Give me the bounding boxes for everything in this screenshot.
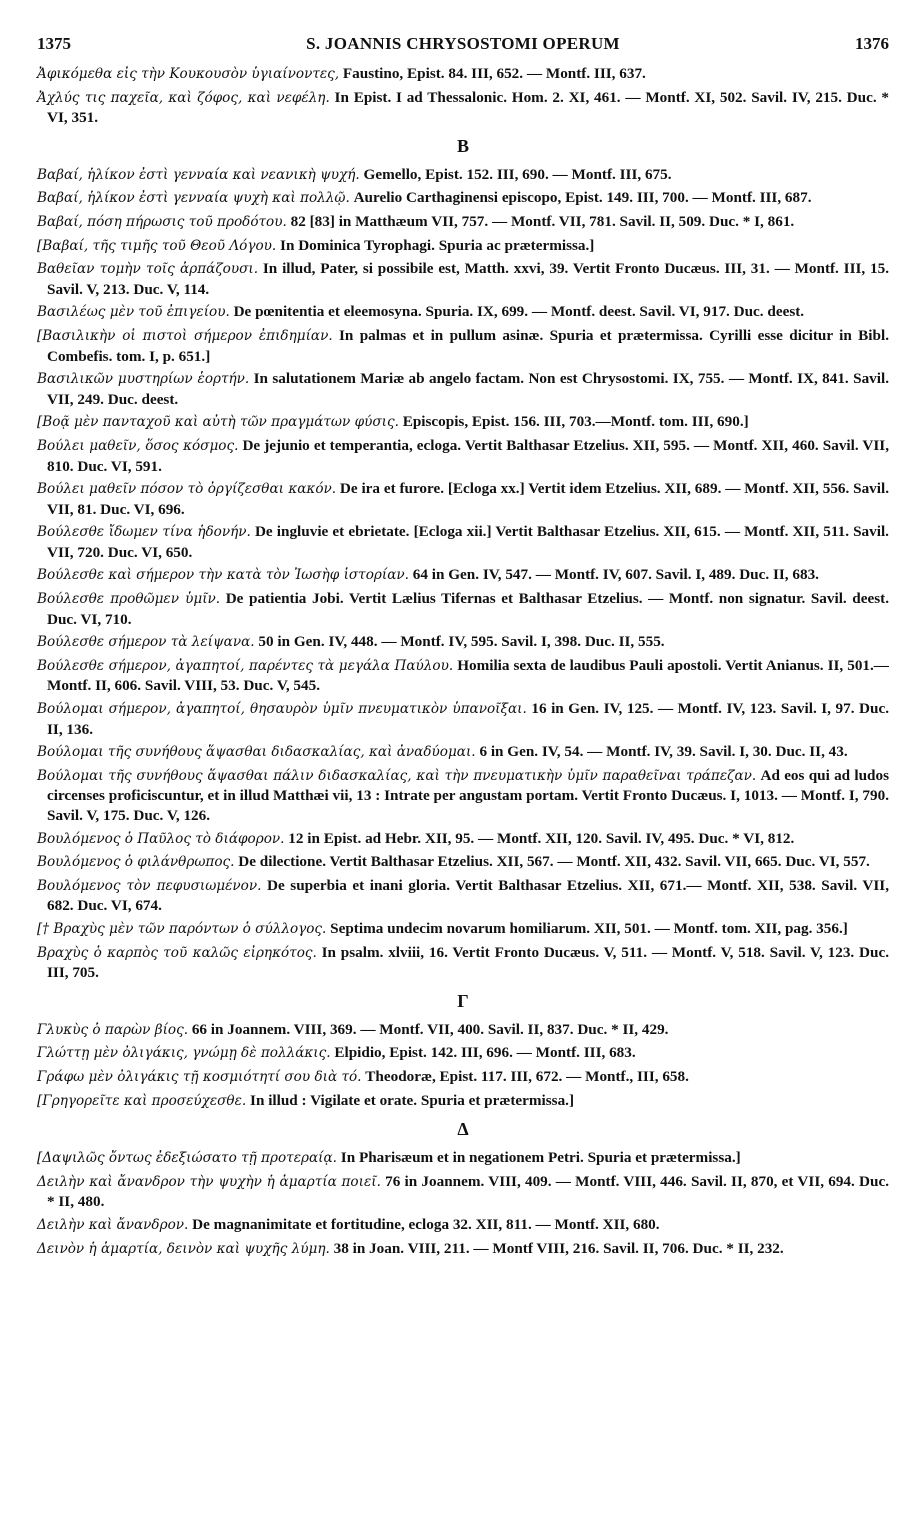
- latin-reference: In salutationem Mariæ ab angelo factam. Non est Chrysostomi. IX, 755. — Montf. IX, 841. Savil. VII, 249. Duc. deest.: [47, 370, 889, 408]
- index-entry: [37, 632, 889, 653]
- latin-reference: In palmas et in pullum asinæ. Spuria et prætermissa. Cyrilli esse dicitur in Bibl. Combefis. tom. I, p. 651.]: [47, 326, 889, 365]
- index-entry: [37, 236, 889, 257]
- latin-reference: Episcopis, Epist. 156. III, 703.—Montf. tom. III, 690.]: [398, 413, 749, 431]
- index-entry: [37, 188, 889, 209]
- greek-incipit: Βούλεσθε ἴδωμεν τίνα ἡδονήν.: [37, 524, 251, 541]
- latin-reference: Septima undecim novarum homiliarum. XII, 501. — Montf. tom. XII, pag. 356.]: [326, 919, 848, 937]
- index-entry: [37, 259, 889, 299]
- greek-incipit: [Βαβαί, τῆς τιμῆς τοῦ Θεοῦ Λόγου.: [37, 237, 277, 254]
- latin-reference: De superbia et inani gloria. Vertit Balthasar Etzelius. XII, 671.— Montf. XII, 538. Savil. VII, 682. Duc. VI, 674.: [47, 876, 890, 915]
- running-title: S. JOANNIS CHRYSOSTOMI OPERUM: [306, 34, 620, 53]
- index-entry: [37, 479, 889, 519]
- latin-reference: De magnanimitate et fortitudine, ecloga 32. XII, 811. — Montf. XII, 680.: [188, 1215, 660, 1233]
- greek-incipit: [Βασιλικὴν οἱ πιστοὶ σήμερον ἐπιδημίαν.: [37, 327, 333, 344]
- greek-incipit: Βούλομαι τῆς συνήθους ἅψασθαι πάλιν διδασκαλίας, καὶ τὴν πνευματικὴν ὑμῖν παραθεῖναι τράπεζαν.: [37, 767, 757, 784]
- index-entry: [37, 522, 889, 562]
- latin-reference: 50 in Gen. IV, 448. — Montf. IV, 595. Savil. I, 398. Duc. II, 555.: [254, 633, 665, 651]
- greek-incipit: [† Βραχὺς μὲν τῶν παρόντων ὁ σύλλογος.: [37, 920, 327, 937]
- index-entry: [37, 165, 889, 186]
- index-entry: [37, 326, 889, 366]
- greek-incipit: Βαβαί, ἡλίκον ἐστὶ γενναία ψυχὴ καὶ πολλῷ.: [37, 190, 350, 207]
- latin-reference: De ira et furore. [Ecloga xx.] Vertit idem Etzelius. XII, 689. — Montf. XII, 556. Savil. VII, 81. Duc. VI, 696.: [47, 480, 889, 518]
- latin-reference: 66 in Joannem. VIII, 369. — Montf. VII, 400. Savil. II, 837. Duc. * II, 429.: [188, 1020, 669, 1038]
- latin-reference: Homilia sexta de laudibus Pauli apostoli. Vertit Anianus. II, 501.— Montf. II, 606. Savil. VIII, 53. Duc. V, 545.: [47, 656, 889, 695]
- latin-reference: In Dominica Tyrophagi. Spuria ac prætermissa.]: [276, 236, 595, 254]
- greek-incipit: Βραχὺς ὁ καρπὸς τοῦ καλῶς εἰρηκότος.: [37, 944, 317, 961]
- latin-reference: De pœnitentia et eleemosyna. Spuria. IX, 699. — Montf. deest. Savil. VI, 917. Duc. deest.: [229, 303, 805, 321]
- index-entry: [37, 412, 889, 433]
- latin-reference: 64 in Gen. IV, 547. — Montf. IV, 607. Savil. I, 489. Duc. II, 683.: [408, 566, 819, 584]
- greek-incipit: Δειλὴν καὶ ἄνανδρον.: [37, 1216, 189, 1233]
- greek-incipit: Βασιλικῶν μυστηρίων ἑορτήν.: [37, 371, 250, 388]
- greek-incipit: Βούλει μαθεῖν πόσον τὸ ὀργίζεσθαι κακόν.: [37, 481, 337, 498]
- index-entry: [37, 1215, 889, 1236]
- index-entry: [37, 1067, 889, 1088]
- latin-reference: 82 [83] in Matthæum VII, 757. — Montf. VII, 781. Savil. II, 509. Duc. * I, 861.: [286, 212, 795, 230]
- index-entry: [37, 88, 889, 128]
- index-entry: [37, 1020, 889, 1041]
- greek-incipit: [Βοᾷ μὲν πανταχοῦ καὶ αὐτὴ τῶν πραγμάτων φύσις.: [37, 414, 399, 431]
- greek-incipit: Δειλὴν καὶ ἄνανδρον τὴν ψυχὴν ἡ ἁμαρτία ποιεῖ.: [37, 1173, 381, 1190]
- section-letter: Γ: [457, 990, 469, 1011]
- latin-reference: In illud : Vigilate et orate. Spuria et prætermissa.]: [246, 1091, 575, 1109]
- index-entry: [37, 436, 889, 476]
- index-entry: [37, 656, 889, 696]
- index-entry: [37, 589, 889, 629]
- index-entry: [37, 943, 889, 983]
- latin-reference: In Pharisæum et in negationem Petri. Spuria et prætermissa.]: [337, 1149, 741, 1167]
- index-entry: [37, 565, 889, 586]
- index-entry: [37, 699, 889, 739]
- greek-incipit: Βούλεσθε προθῶμεν ὑμῖν.: [37, 591, 221, 608]
- index-entry: [37, 919, 889, 940]
- greek-incipit: Βούλεσθε σήμερον τὰ λείψανα.: [37, 634, 255, 651]
- page-number-left: 1375: [37, 34, 71, 53]
- greek-incipit: Δεινὸν ἡ ἁμαρτία, δεινὸν καὶ ψυχῆς λύμη.: [37, 1240, 330, 1257]
- latin-reference: De ingluvie et ebrietate. [Ecloga xii.] Vertit Balthasar Etzelius. XII, 615. — Montf. XII, 511. Savil. VII, 720. Duc. VI, 650.: [47, 523, 889, 561]
- index-entry: [37, 1239, 889, 1260]
- index-entry: [37, 369, 889, 409]
- index-entry: [37, 1043, 889, 1064]
- latin-reference: Faustino, Epist. 84. III, 652. — Montf. III, 637.: [339, 65, 646, 82]
- section-letter: Δ: [457, 1119, 469, 1140]
- latin-reference: Ad eos qui ad ludos circenses proficiscuntur, et in illud Matthæi vii, 13 : Intrate per angustam portam. Vertit Fronto Ducæus. I, 1013. — Montf. I, 790. Savil. V, 175. Duc. V, 126.: [47, 766, 889, 824]
- greek-incipit: Βαθεῖαν τομὴν τοῖς ἁρπάζουσι.: [37, 261, 259, 278]
- latin-reference: 16 in Gen. IV, 125. — Montf. IV, 123. Savil. I, 97. Duc. II, 136.: [47, 700, 889, 738]
- greek-incipit: Γλυκὺς ὁ παρὼν βίος.: [37, 1021, 189, 1038]
- latin-reference: In Epist. I ad Thessalonic. Hom. 2. XI, 461. — Montf. XI, 502. Savil. IV, 215. Duc. * VI, 351.: [47, 88, 890, 127]
- greek-incipit: Βουλόμενος ὁ φιλάνθρωπος.: [37, 854, 235, 871]
- latin-reference: 12 in Epist. ad Hebr. XII, 95. — Montf. XII, 120. Savil. IV, 495. Duc. * VI, 812.: [284, 829, 795, 847]
- index-entry: [37, 742, 889, 763]
- latin-reference: Elpidio, Epist. 142. III, 696. — Montf. III, 683.: [330, 1044, 636, 1062]
- latin-reference: In psalm. xlviii, 16. Vertit Fronto Ducæus. V, 511. — Montf. V, 518. Savil. V, 123. Duc. III, 705.: [47, 943, 889, 982]
- latin-reference: De patientia Jobi. Vertit Lælius Tifernas et Balthasar Etzelius. — Montf. non signatur. Savil. deest. Duc. VI, 710.: [47, 590, 889, 628]
- greek-incipit: Βούλεσθε καὶ σήμερον τὴν κατὰ τὸν Ἰωσὴφ ἱστορίαν.: [37, 567, 409, 584]
- greek-incipit: Βούλομαι σήμερον, ἀγαπητοί, θησαυρὸν ὑμῖν πνευματικὸν ὑπανοῖξαι.: [37, 701, 527, 718]
- greek-incipit: [Γρηγορεῖτε καὶ προσεύχεσθε.: [37, 1092, 247, 1109]
- greek-incipit: Βασιλέως μὲν τοῦ ἐπιγείου.: [37, 304, 230, 321]
- latin-reference: 76 in Joannem. VIII, 409. — Montf. VIII, 446. Savil. II, 870, et VII, 694. Duc. * II, 480.: [47, 1172, 890, 1211]
- index-entry: [37, 1148, 889, 1169]
- latin-reference: Aurelio Carthaginensi episcopo, Epist. 149. III, 700. — Montf. III, 687.: [349, 189, 812, 207]
- latin-reference: 38 in Joan. VIII, 211. — Montf VIII, 216. Savil. II, 706. Duc. * II, 232.: [329, 1239, 784, 1257]
- greek-incipit: Γράφω μὲν ὀλιγάκις τῇ κοσμιότητί σου διὰ τό.: [37, 1068, 362, 1085]
- index-entry: [37, 852, 889, 873]
- greek-incipit: Ἀχλύς τις παχεῖα, καὶ ζόφος, καὶ νεφέλη.: [37, 89, 330, 106]
- section-letter: B: [456, 135, 469, 156]
- index-entry: [37, 212, 889, 233]
- index-entry: [37, 1172, 889, 1212]
- greek-incipit: Βουλόμενος τὸν πεφυσιωμένον.: [37, 877, 262, 894]
- latin-reference: De jejunio et temperantia, ecloga. Vertit Balthasar Etzelius. XII, 595. — Montf. XII, 460. Savil. VII, 810. Duc. VI, 591.: [47, 436, 890, 475]
- latin-reference: In illud, Pater, si possibile est, Matth. xxvi, 39. Vertit Fronto Ducæus. III, 31. — Montf. III, 15. Savil. V, 213. Duc. V, 114.: [47, 260, 889, 298]
- index-entry: [37, 876, 889, 916]
- index-entry: [37, 766, 889, 826]
- greek-incipit: Βούλομαι τῆς συνήθους ἅψασθαι διδασκαλίας, καὶ ἀναδύομαι.: [37, 744, 476, 761]
- greek-incipit: Βούλεσθε σήμερον, ἀγαπητοί, παρέντες τὰ μεγάλα Παύλου.: [37, 657, 454, 674]
- greek-incipit: Βούλει μαθεῖν, ὅσος κόσμος.: [37, 437, 239, 454]
- greek-incipit: [Δαψιλῶς ὄντως ἐδεξιώσατο τῇ προτεραίᾳ.: [37, 1150, 337, 1167]
- index-entry: [37, 64, 889, 85]
- index-body: [37, 64, 889, 1262]
- latin-reference: De dilectione. Vertit Balthasar Etzelius. XII, 567. — Montf. XII, 432. Savil. VII, 665. Duc. VI, 557.: [234, 853, 870, 871]
- greek-incipit: Βαβαί, πόση πήρωσις τοῦ προδότου.: [37, 213, 287, 230]
- latin-reference: Gemello, Epist. 152. III, 690. — Montf. III, 675.: [359, 165, 672, 183]
- greek-incipit: Βουλόμενος ὁ Παῦλος τὸ διάφορον.: [37, 830, 285, 847]
- index-entry: [37, 302, 889, 323]
- index-entry: [37, 1091, 889, 1112]
- running-header: [37, 34, 889, 58]
- page-number-right: 1376: [855, 34, 889, 53]
- greek-incipit: Βαβαί, ἡλίκον ἐστὶ γενναία καὶ νεανικὴ ψυχή.: [37, 166, 360, 183]
- latin-reference: 6 in Gen. IV, 54. — Montf. IV, 39. Savil. I, 30. Duc. II, 43.: [475, 743, 848, 761]
- latin-reference: Theodoræ, Epist. 117. III, 672. — Montf., III, 658.: [361, 1067, 689, 1085]
- greek-incipit: Ἀφικόμεθα εἰς τὴν Κουκουσὸν ὑγιαίνοντες,: [37, 66, 340, 82]
- greek-incipit: Γλώττῃ μὲν ὀλιγάκις, γνώμῃ δὲ πολλάκις.: [37, 1045, 331, 1062]
- index-entry: [37, 829, 889, 850]
